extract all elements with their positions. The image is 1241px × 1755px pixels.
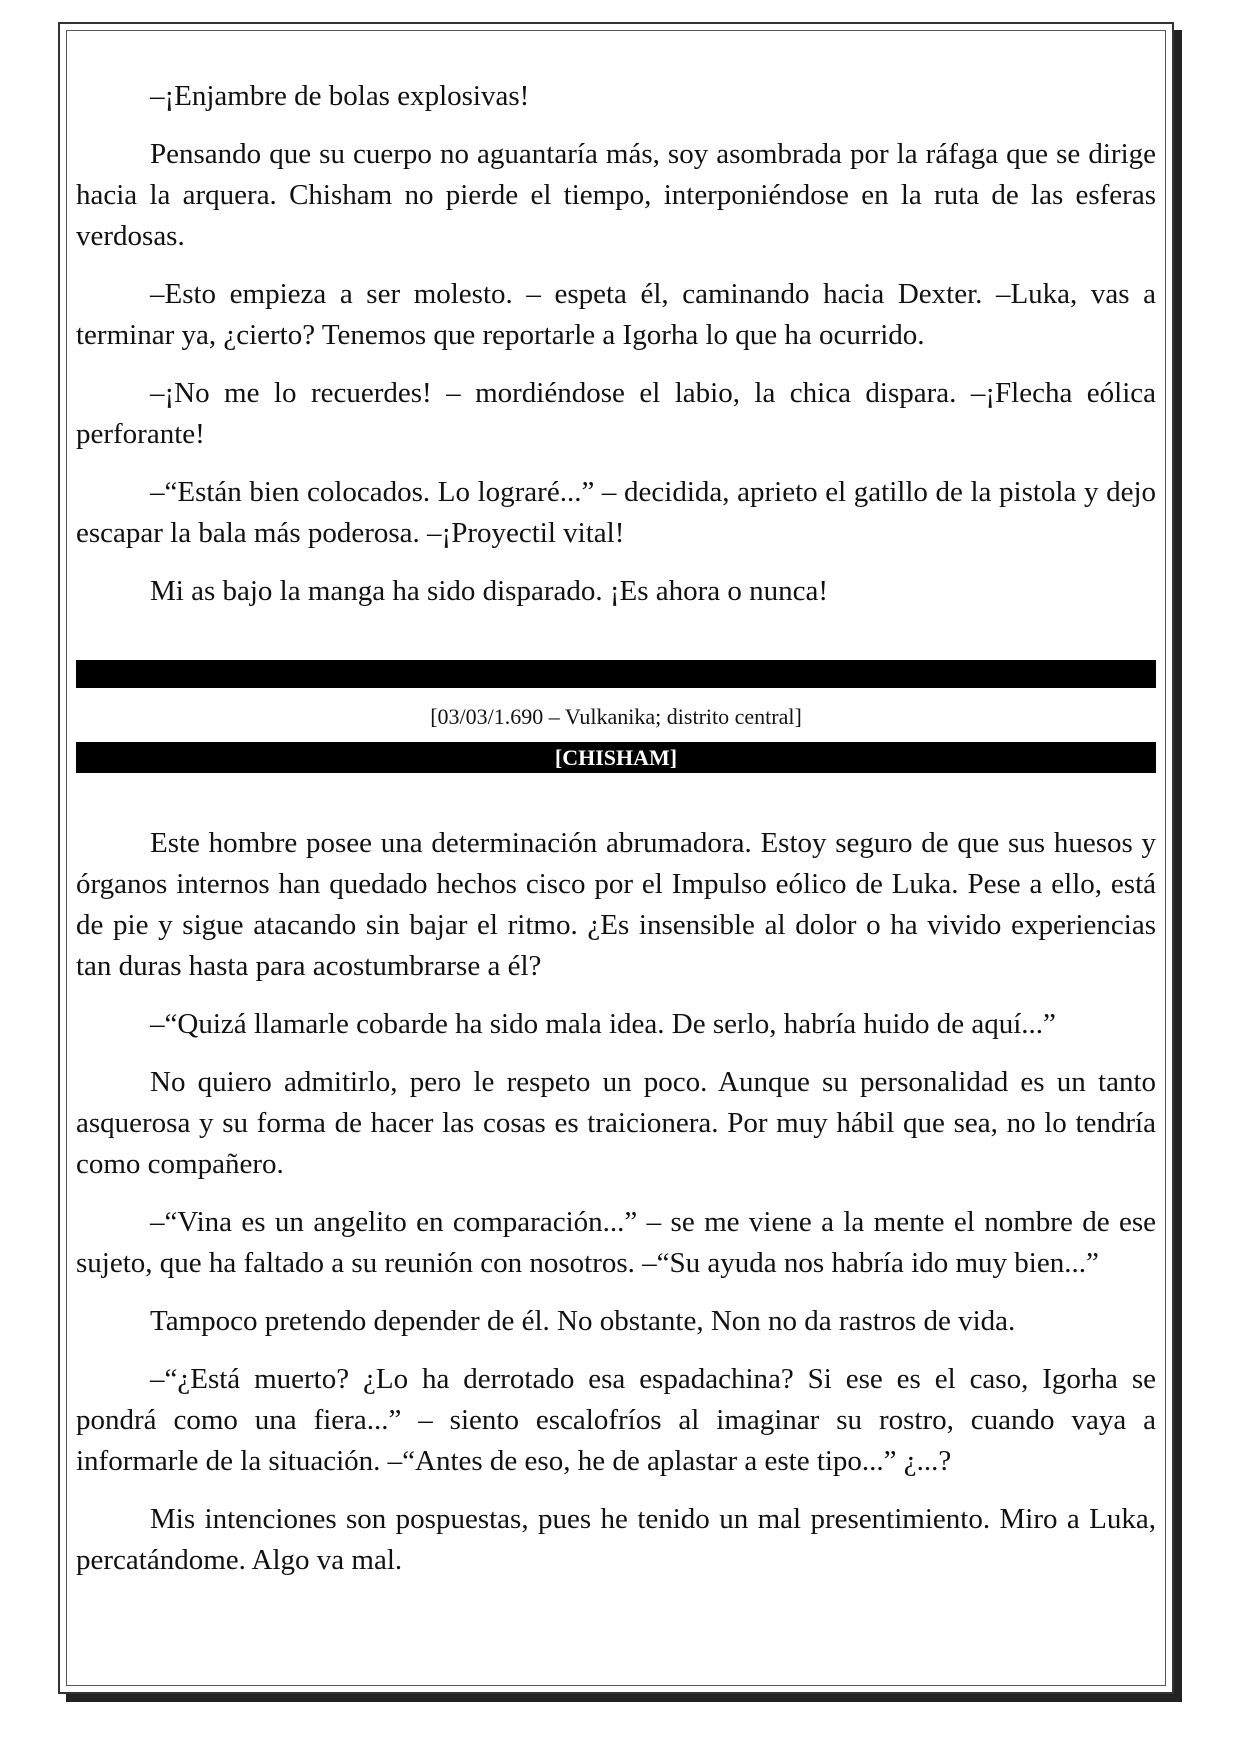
paragraph: Pensando que su cuerpo no aguantaría más, soy asombrada por la ráfaga que se dirige hacia la arquera. Chisham no pierde el tiempo, interponiéndose en la ruta de las esferas verdosas. <box>76 138 1156 252</box>
paragraph: No quiero admitirlo, pero le respeto un poco. Aunque su personalidad es un tanto asquerosa y su forma de hacer las cosas es traicionera. Por muy hábil que sea, no lo tendría como compañero. <box>76 1066 1156 1180</box>
paragraph: Este hombre posee una determinación abrumadora. Estoy seguro de que sus huesos y órganos internos han quedado hechos cisco por el Impulso eólico de Luka. Pese a ello, está de pie y sigue atacando sin bajar el ritmo. ¿Es insensible al dolor o ha vivido experiencias tan duras hasta para acostumbrarse a él? <box>76 827 1156 982</box>
page-content <box>76 76 1156 1598</box>
paragraph: –“¿Está muerto? ¿Lo ha derrotado esa espadachina? Si ese es el caso, Igorha se pondrá como una fiera...” – siento escalofríos al imaginar su rostro, cuando vaya a informarle de la situación. –“Antes de eso, he de aplastar a este tipo...” ¿...? <box>76 1363 1156 1477</box>
scene-date-location: [03/03/1.690 – Vulkanika; distrito central] <box>430 704 802 729</box>
scene-character-name: [CHISHAM] <box>554 745 678 770</box>
paragraph: –¡No me lo recuerdes! – mordiéndose el labio, la chica dispara. –¡Flecha eólica perforante! <box>76 377 1156 450</box>
paragraph: –“Están bien colocados. Lo lograré...” – decidida, aprieto el gatillo de la pistola y dejo escapar la bala más poderosa. –¡Proyectil vital! <box>76 476 1156 549</box>
scene-character-bar <box>76 742 1156 773</box>
paragraph: Mis intenciones son pospuestas, pues he tenido un mal presentimiento. Miro a Luka, percatándome. Algo va mal. <box>76 1503 1156 1576</box>
section-one <box>76 76 1156 612</box>
paragraph: Tampoco pretendo depender de él. No obstante, Non no da rastros de vida. <box>150 1305 1016 1337</box>
paragraph: –Esto empieza a ser molesto. – espeta él, caminando hacia Dexter. –Luka, vas a terminar ya, ¿cierto? Tenemos que reportarle a Igorha lo que ha ocurrido. <box>76 278 1156 351</box>
scene-separator-bar <box>76 660 1156 688</box>
page-frame <box>58 22 1174 1694</box>
section-two <box>76 823 1156 1581</box>
paragraph: –“Vina es un angelito en comparación...” – se me viene a la mente el nombre de ese sujeto, que ha faltado a su reunión con nosotros. –“Su ayuda nos habría ido muy bien...” <box>76 1206 1156 1279</box>
paragraph: –¡Enjambre de bolas explosivas! <box>150 80 530 112</box>
paragraph: Mi as bajo la manga ha sido disparado. ¡Es ahora o nunca! <box>150 575 829 607</box>
paragraph: –“Quizá llamarle cobarde ha sido mala idea. De serlo, habría huido de aquí...” <box>150 1008 1056 1040</box>
